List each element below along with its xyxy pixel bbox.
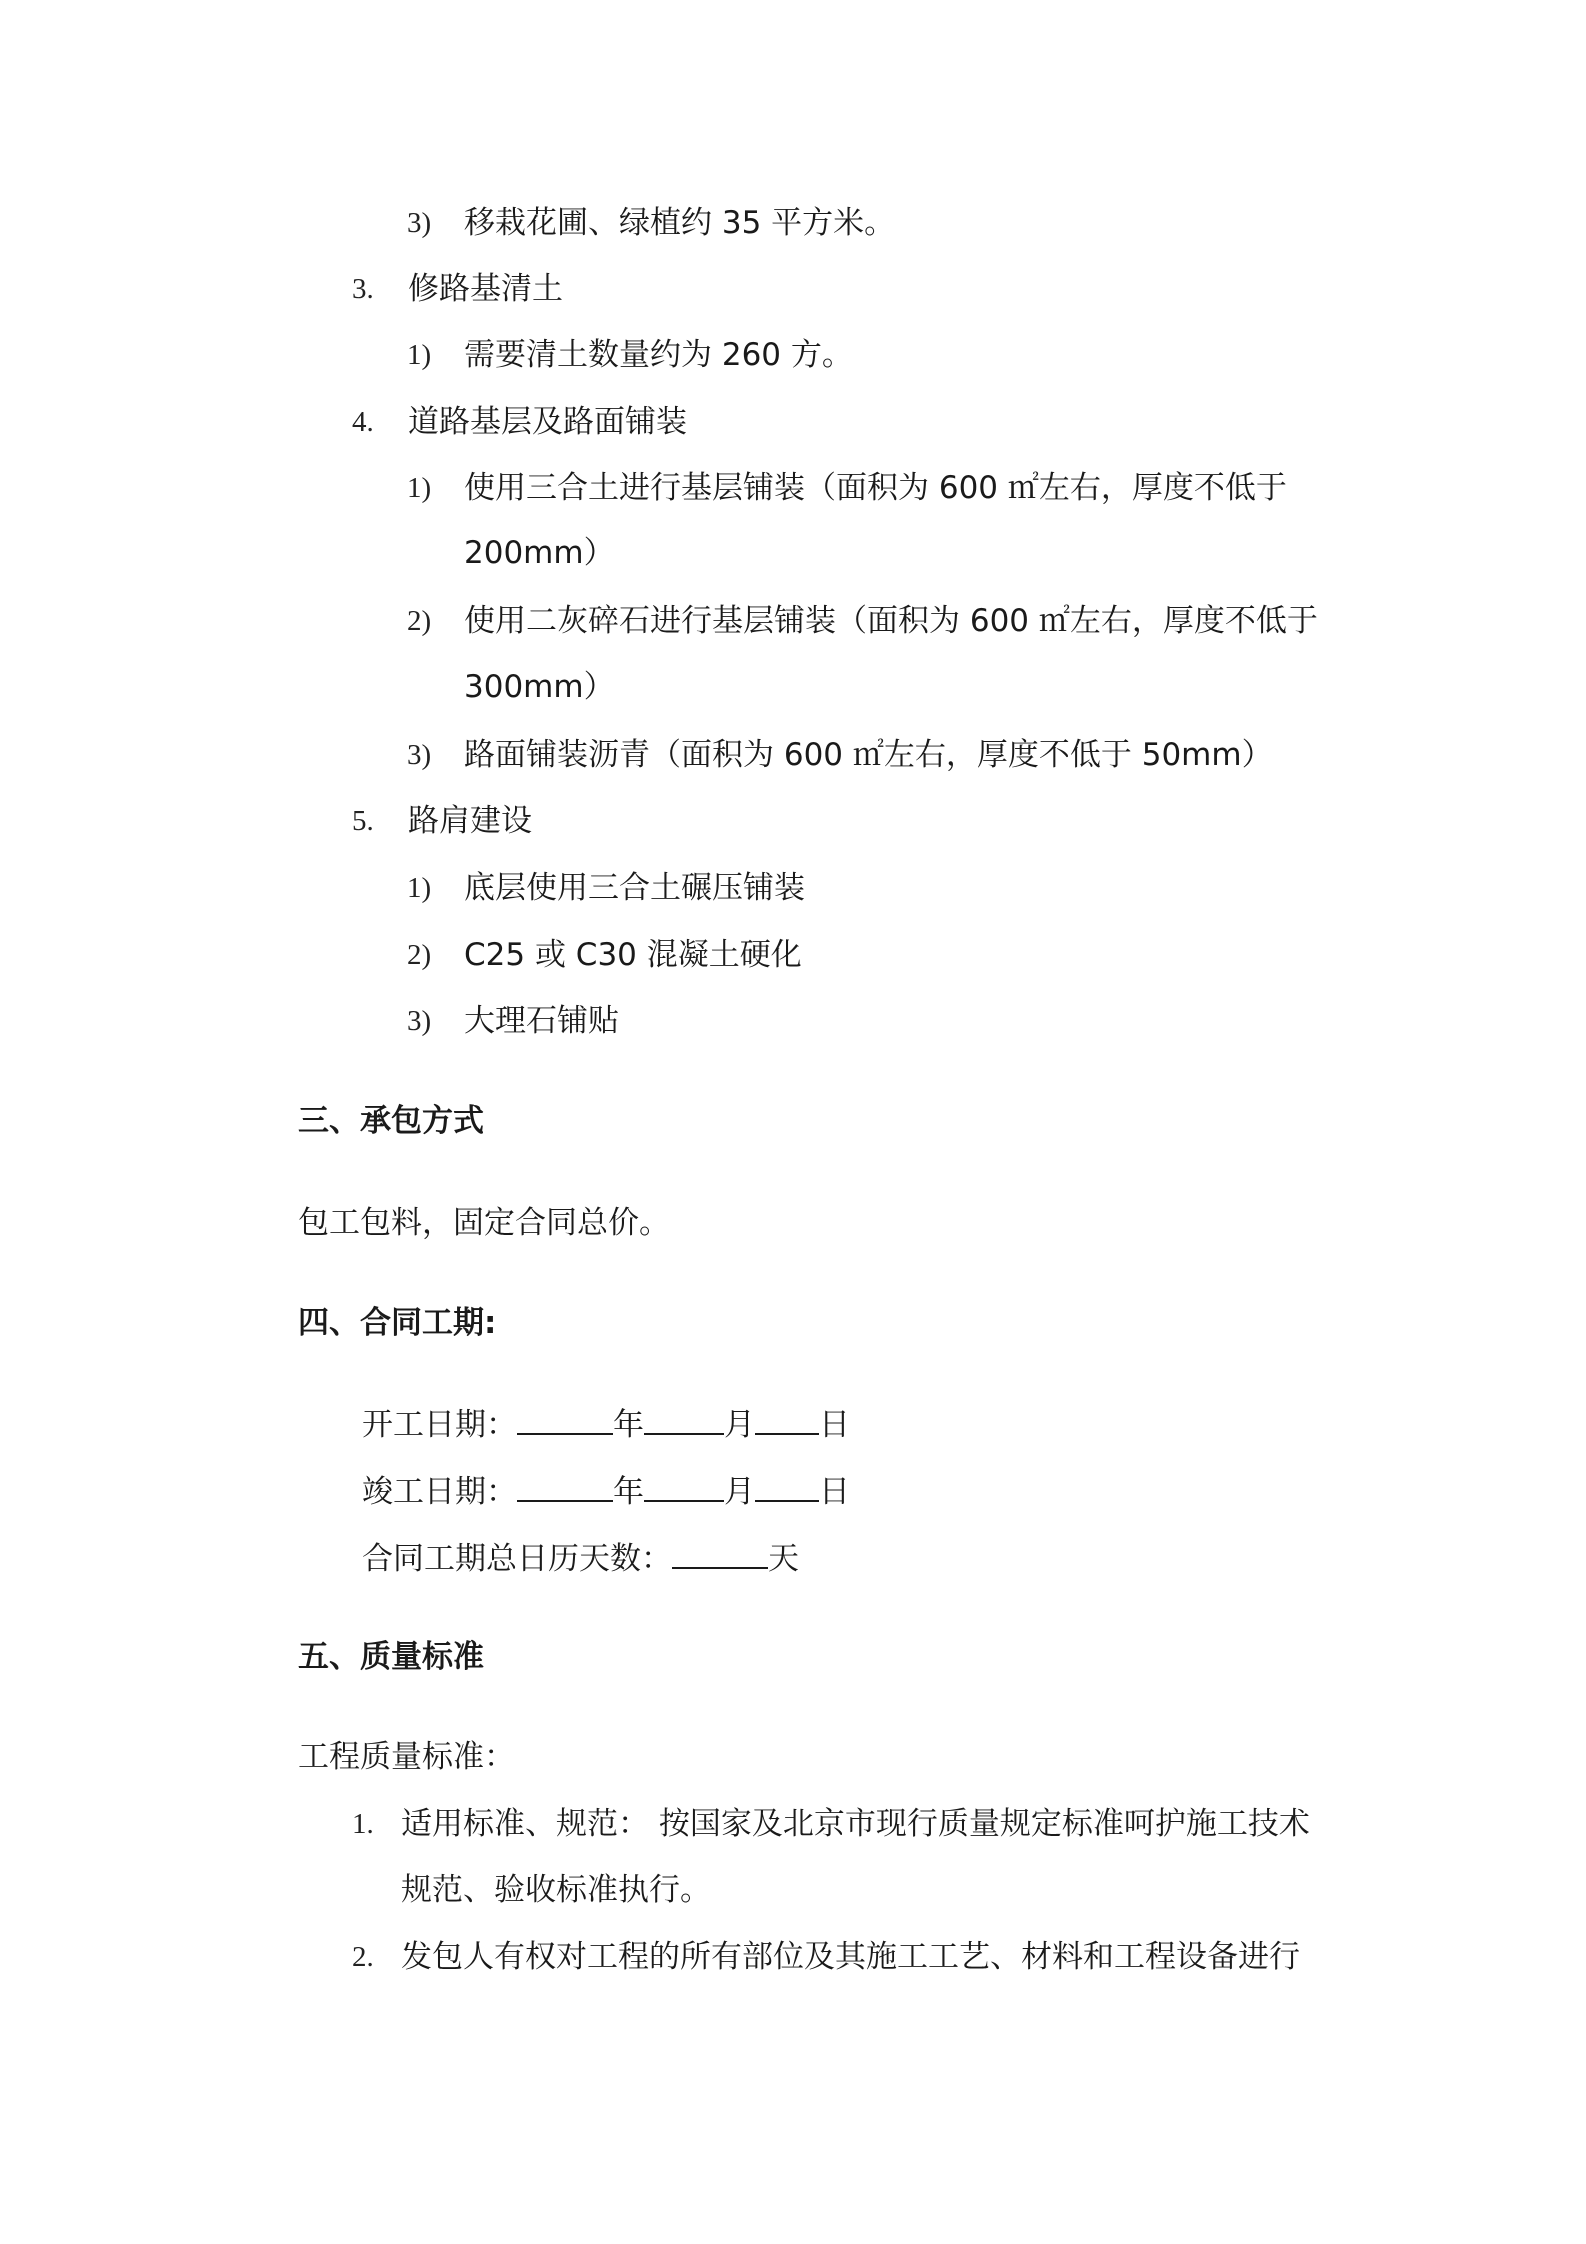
year-label: 年	[613, 1474, 644, 1510]
day-label: 日	[819, 1407, 850, 1443]
list-number: 1.	[352, 1808, 374, 1840]
list-item-text: 道路基层及路面铺装	[408, 404, 687, 440]
total-days-row	[362, 1537, 799, 1577]
list-item-text: 使用三合土进行基层铺装（面积为 600 ㎡左右，厚度不低于	[464, 470, 1287, 506]
list-number: 3.	[352, 273, 374, 305]
list-item-text: 修路基清土	[408, 271, 563, 307]
list-item-text: 适用标准、规范： 按国家及北京市现行质量规定标准呵护施工技术	[401, 1806, 1310, 1842]
list-item-text-continued: 规范、验收标准执行。	[401, 1872, 711, 1908]
list-number: 2.	[352, 1941, 374, 1973]
year-label: 年	[613, 1407, 644, 1443]
list-number: 1)	[407, 872, 432, 904]
list-item-text-continued: 200mm）	[464, 535, 615, 571]
list-item-text-continued: 300mm）	[464, 669, 615, 705]
list-item-text: 发包人有权对工程的所有部位及其施工工艺、材料和工程设备进行	[401, 1939, 1300, 1975]
list-number: 2)	[407, 605, 432, 637]
day-label: 日	[819, 1474, 850, 1510]
days-unit: 天	[768, 1541, 799, 1577]
list-number: 5.	[352, 805, 374, 837]
month-label: 月	[724, 1474, 755, 1510]
paragraph: 工程质量标准：	[298, 1739, 515, 1775]
list-number: 3)	[407, 207, 432, 239]
list-item-text: C25 或 C30 混凝土硬化	[464, 937, 802, 973]
end-month-blank[interactable]	[644, 1470, 724, 1502]
end-date-row	[362, 1470, 850, 1510]
section-heading: 四、合同工期:	[298, 1305, 497, 1341]
section-heading: 三、承包方式	[298, 1103, 484, 1139]
list-number: 4.	[352, 406, 374, 438]
start-day-blank[interactable]	[755, 1403, 819, 1435]
start-date-label: 开工日期：	[362, 1407, 517, 1443]
month-label: 月	[724, 1407, 755, 1443]
start-date-row	[362, 1403, 850, 1443]
list-number: 1)	[407, 472, 432, 504]
end-year-blank[interactable]	[517, 1470, 613, 1502]
list-item-text: 移栽花圃、绿植约 35 平方米。	[464, 205, 896, 241]
list-number: 3)	[407, 739, 432, 771]
list-item-text: 大理石铺贴	[464, 1003, 619, 1039]
end-day-blank[interactable]	[755, 1470, 819, 1502]
end-date-label: 竣工日期：	[362, 1474, 517, 1510]
list-item-text: 路肩建设	[408, 803, 532, 839]
paragraph: 包工包料，固定合同总价。	[298, 1205, 670, 1241]
list-item-text: 底层使用三合土碾压铺装	[464, 870, 805, 906]
section-heading: 五、质量标准	[298, 1639, 484, 1675]
list-number: 1)	[407, 339, 432, 371]
list-number: 2)	[407, 939, 432, 971]
total-days-label: 合同工期总日历天数：	[362, 1541, 672, 1577]
list-number: 3)	[407, 1005, 432, 1037]
list-item-text: 路面铺装沥青（面积为 600 ㎡左右，厚度不低于 50mm）	[464, 737, 1273, 773]
total-days-blank[interactable]	[672, 1537, 768, 1569]
list-item-text: 使用二灰碎石进行基层铺装（面积为 600 ㎡左右，厚度不低于	[464, 603, 1318, 639]
start-month-blank[interactable]	[644, 1403, 724, 1435]
start-year-blank[interactable]	[517, 1403, 613, 1435]
list-item-text: 需要清土数量约为 260 方。	[464, 337, 853, 373]
